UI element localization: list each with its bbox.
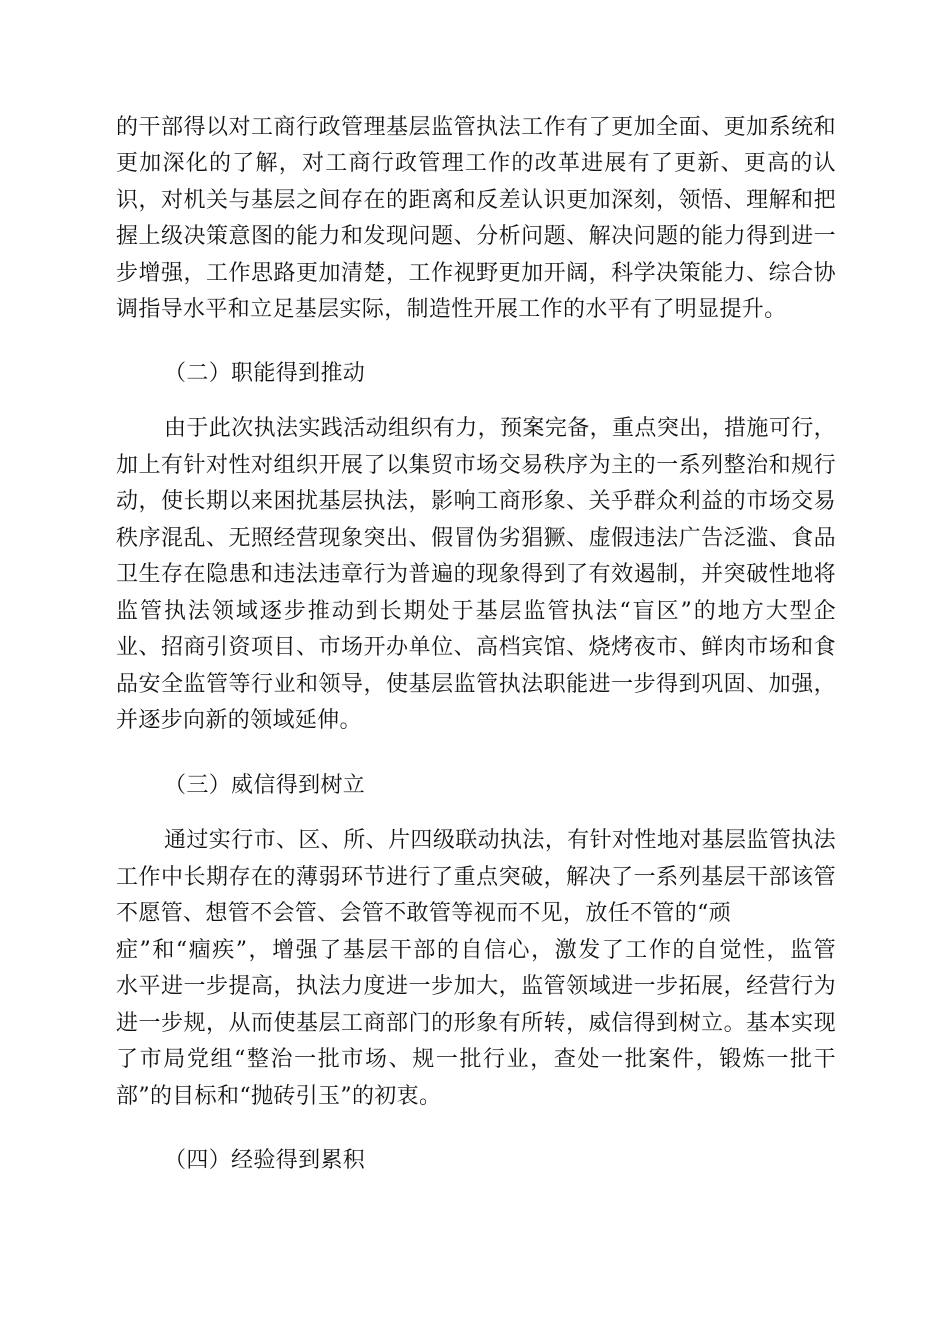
paragraph-line: 症”和“痼疾”，增强了基层干部的自信心，激发了工作的自觉性，监管 [116,938,836,963]
paragraph-line: 更加深化的了解，对工商行政管理工作的改革进展有了更新、更高的认 [116,151,836,176]
paragraph-line: 加上有针对性对组织开展了以集贸市场交易秩序为主的一系列整治和规行 [116,453,836,478]
paragraph-line: 监管执法领域逐步推动到长期处于基层监管执法“盲区”的地方大型企 [116,599,836,624]
section-heading: （二）职能得到推动 [164,361,366,386]
paragraph-line: 动，使长期以来困扰基层执法，影响工商形象、关乎群众利益的市场交易 [116,489,836,514]
paragraph-line: 卫生存在隐患和违法违章行为普遍的现象得到了有效遏制，并突破性地将 [116,562,836,587]
paragraph-line: 步增强，工作思路更加清楚，工作视野更加开阔，科学决策能力、综合协 [116,261,836,286]
paragraph-line: 业、招商引资项目、市场开办单位、高档宾馆、烧烤夜市、鲜肉市场和食 [116,635,836,660]
paragraph-line: 不愿管、想管不会管、会管不敢管等视而不见，放任不管的“顽 [116,901,732,926]
section-heading: （三）威信得到树立 [164,773,366,798]
paragraph-line: 握上级决策意图的能力和发现问题、分析问题、解决问题的能力得到进一 [116,224,836,249]
paragraph-line: 由于此次执法实践活动组织有力，预案完备，重点突出，措施可行， [164,416,836,441]
paragraph-line: 秩序混乱、无照经营现象突出、假冒伪劣猖獗、虚假违法广告泛滥、食品 [116,526,836,551]
paragraph-line: 的干部得以对工商行政管理基层监管执法工作有了更加全面、更加系统和 [116,115,836,140]
paragraph-line: 工作中长期存在的薄弱环节进行了重点突破，解决了一系列基层干部该管 [116,865,836,890]
paragraph-line: 通过实行市、区、所、片四级联动执法，有针对性地对基层监管执法 [164,828,836,853]
section-heading: （四）经验得到累积 [164,1148,366,1173]
paragraph-line: 部”的目标和“抛砖引玉”的初衷。 [116,1084,442,1109]
paragraph-line: 识，对机关与基层之间存在的距离和反差认识更加深刻，领悟、理解和把 [116,188,836,213]
paragraph-line: 调指导水平和立足基层实际，制造性开展工作的水平有了明显提升。 [116,297,787,322]
paragraph-line: 品安全监管等行业和领导，使基层监管执法职能进一步得到巩固、加强， [116,672,836,697]
paragraph-line: 了市局党组“整治一批市场、规一批行业，查处一批案件，锻炼一批干 [116,1047,836,1072]
paragraph-line: 并逐步向新的领域延伸。 [116,708,362,733]
paragraph-line: 进一步规，从而使基层工商部门的形象有所转，威信得到树立。基本实现 [116,1011,836,1036]
paragraph-line: 水平进一步提高，执法力度进一步加大，监管领域进一步拓展，经营行为 [116,974,836,999]
